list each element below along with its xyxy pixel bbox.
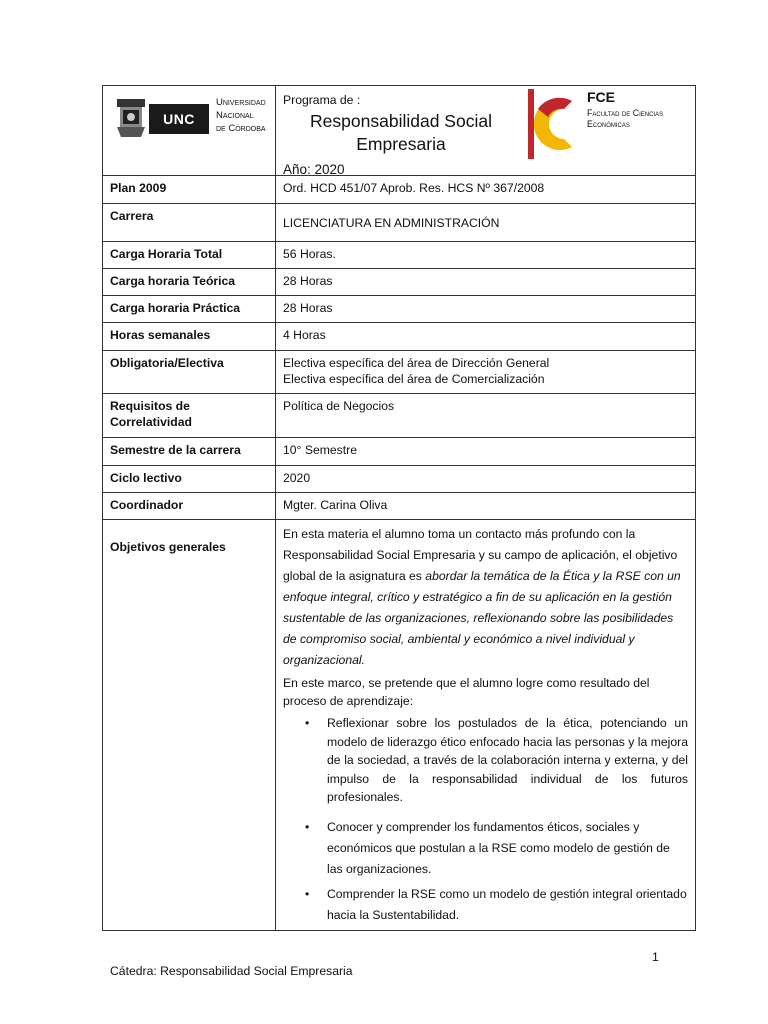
objectives-label: Objetivos generales xyxy=(103,520,276,931)
row-label: Ciclo lectivo xyxy=(103,466,276,493)
program-header-cell xyxy=(276,86,696,176)
table-row xyxy=(103,466,696,493)
header-row xyxy=(103,86,696,176)
table-row xyxy=(103,176,696,204)
list-item xyxy=(283,817,688,880)
row-label: Carga horaria Práctica xyxy=(103,296,276,323)
objectives-content xyxy=(276,520,696,931)
row-value: 2020 xyxy=(276,466,696,493)
objectives-frame: En este marco, se pretende que el alumno logre como resultado del proceso de aprendizaje: xyxy=(283,676,650,708)
unc-logo-cell xyxy=(103,86,276,176)
program-year: Año: 2020 xyxy=(283,162,345,177)
program-label: Programa de : xyxy=(283,93,361,107)
university-name xyxy=(216,96,266,135)
table-row xyxy=(103,242,696,269)
row-value xyxy=(276,351,696,394)
row-value: Mgter. Carina Oliva xyxy=(276,493,696,520)
row-value: 28 Horas xyxy=(276,296,696,323)
bullet-icon: • xyxy=(305,886,310,901)
row-label: Carga horaria Teórica xyxy=(103,269,276,296)
bullet-icon: • xyxy=(305,819,310,834)
bullet-icon: • xyxy=(305,716,310,730)
row-value: Ord. HCD 451/07 Aprob. Res. HCS Nº 367/2008 xyxy=(276,176,696,204)
university-name-line3: de Córdoba xyxy=(216,123,266,134)
table-row xyxy=(103,296,696,323)
row-label: Obligatoria/Electiva xyxy=(103,351,276,394)
row-label: Semestre de la carrera xyxy=(103,438,276,466)
row-value: 4 Horas xyxy=(276,323,696,351)
objectives-row xyxy=(103,520,696,931)
fce-logo-icon xyxy=(528,89,578,159)
footer-chair: Cátedra: Responsabilidad Social Empresaria xyxy=(110,964,353,978)
program-title xyxy=(286,110,516,156)
table-row xyxy=(103,269,696,296)
fce-subtitle xyxy=(587,108,663,130)
table-row xyxy=(103,438,696,466)
objectives-intro-text: En esta materia el alumno toma un contacto más profundo con la Responsabilidad Social Empresaria y su campo de aplicación, el objetivo global de la asignatura es xyxy=(283,527,678,583)
unc-seal-icon xyxy=(111,95,151,141)
list-item-text: Comprender la RSE como un modelo de gestión integral orientado hacia la Sustentabilidad. xyxy=(327,886,687,922)
table-row xyxy=(103,323,696,351)
fce-name: FCE xyxy=(587,89,615,105)
row-label: Carga Horaria Total xyxy=(103,242,276,269)
row-label-line1: Requisitos de xyxy=(110,399,190,413)
row-label xyxy=(103,394,276,438)
row-value: Política de Negocios xyxy=(276,394,696,438)
table-row xyxy=(103,351,696,394)
university-name-line2: Nacional xyxy=(216,110,254,121)
objectives-list xyxy=(283,714,688,926)
university-name-line1: Universidad xyxy=(216,97,266,108)
program-table xyxy=(102,85,696,931)
table-row xyxy=(103,493,696,520)
fce-subtitle-line1: Facultad de Ciencias xyxy=(587,108,664,118)
list-item-text: Reflexionar sobre los postulados de la ética, potenciando un modelo de liderazgo ético enfocado hacia las personas y la mejora de la sociedad, a través de la colaboración interna y externa, y del impulso de la responsabilidad individual de los futuros profesionales. xyxy=(327,716,688,805)
row-label: Plan 2009 xyxy=(103,176,276,204)
program-title-line1: Responsabilidad Social xyxy=(310,111,492,131)
table-row xyxy=(103,204,696,242)
list-item xyxy=(283,884,688,926)
row-value: 56 Horas. xyxy=(276,242,696,269)
row-value: 10° Semestre xyxy=(276,438,696,466)
row-label-line2: Correlatividad xyxy=(110,415,192,429)
list-item xyxy=(283,714,688,807)
table-row xyxy=(103,394,696,438)
objectives-intro xyxy=(283,524,688,671)
row-label: Carrera xyxy=(103,204,276,242)
row-label: Coordinador xyxy=(103,493,276,520)
unc-badge: UNC xyxy=(149,104,209,134)
row-value: 28 Horas xyxy=(276,269,696,296)
program-title-line2: Empresaria xyxy=(356,134,446,154)
page-number: 1 xyxy=(652,950,659,964)
row-value-line2: Electiva específica del área de Comercialización xyxy=(283,372,545,386)
objectives-intro-emphasis: abordar la temática de la Ética y la RSE con un enfoque integral, crítico y estratégico a fin de su aplicación en la gestión sustentable de las organizaciones, reflexionando sobre las posibilidades de compromiso social, ambiental y económico a nivel individual y organizacional. xyxy=(283,569,681,667)
list-item-text: Conocer y comprender los fundamentos éticos, sociales y económicos que postulan a la RSE como modelo de gestión de las organizaciones. xyxy=(327,819,670,876)
row-label: Horas semanales xyxy=(103,323,276,351)
row-value: LICENCIATURA EN ADMINISTRACIÓN xyxy=(276,204,696,242)
fce-subtitle-line2: Económicas xyxy=(587,119,630,129)
row-value-line1: Electiva específica del área de Dirección General xyxy=(283,356,550,370)
